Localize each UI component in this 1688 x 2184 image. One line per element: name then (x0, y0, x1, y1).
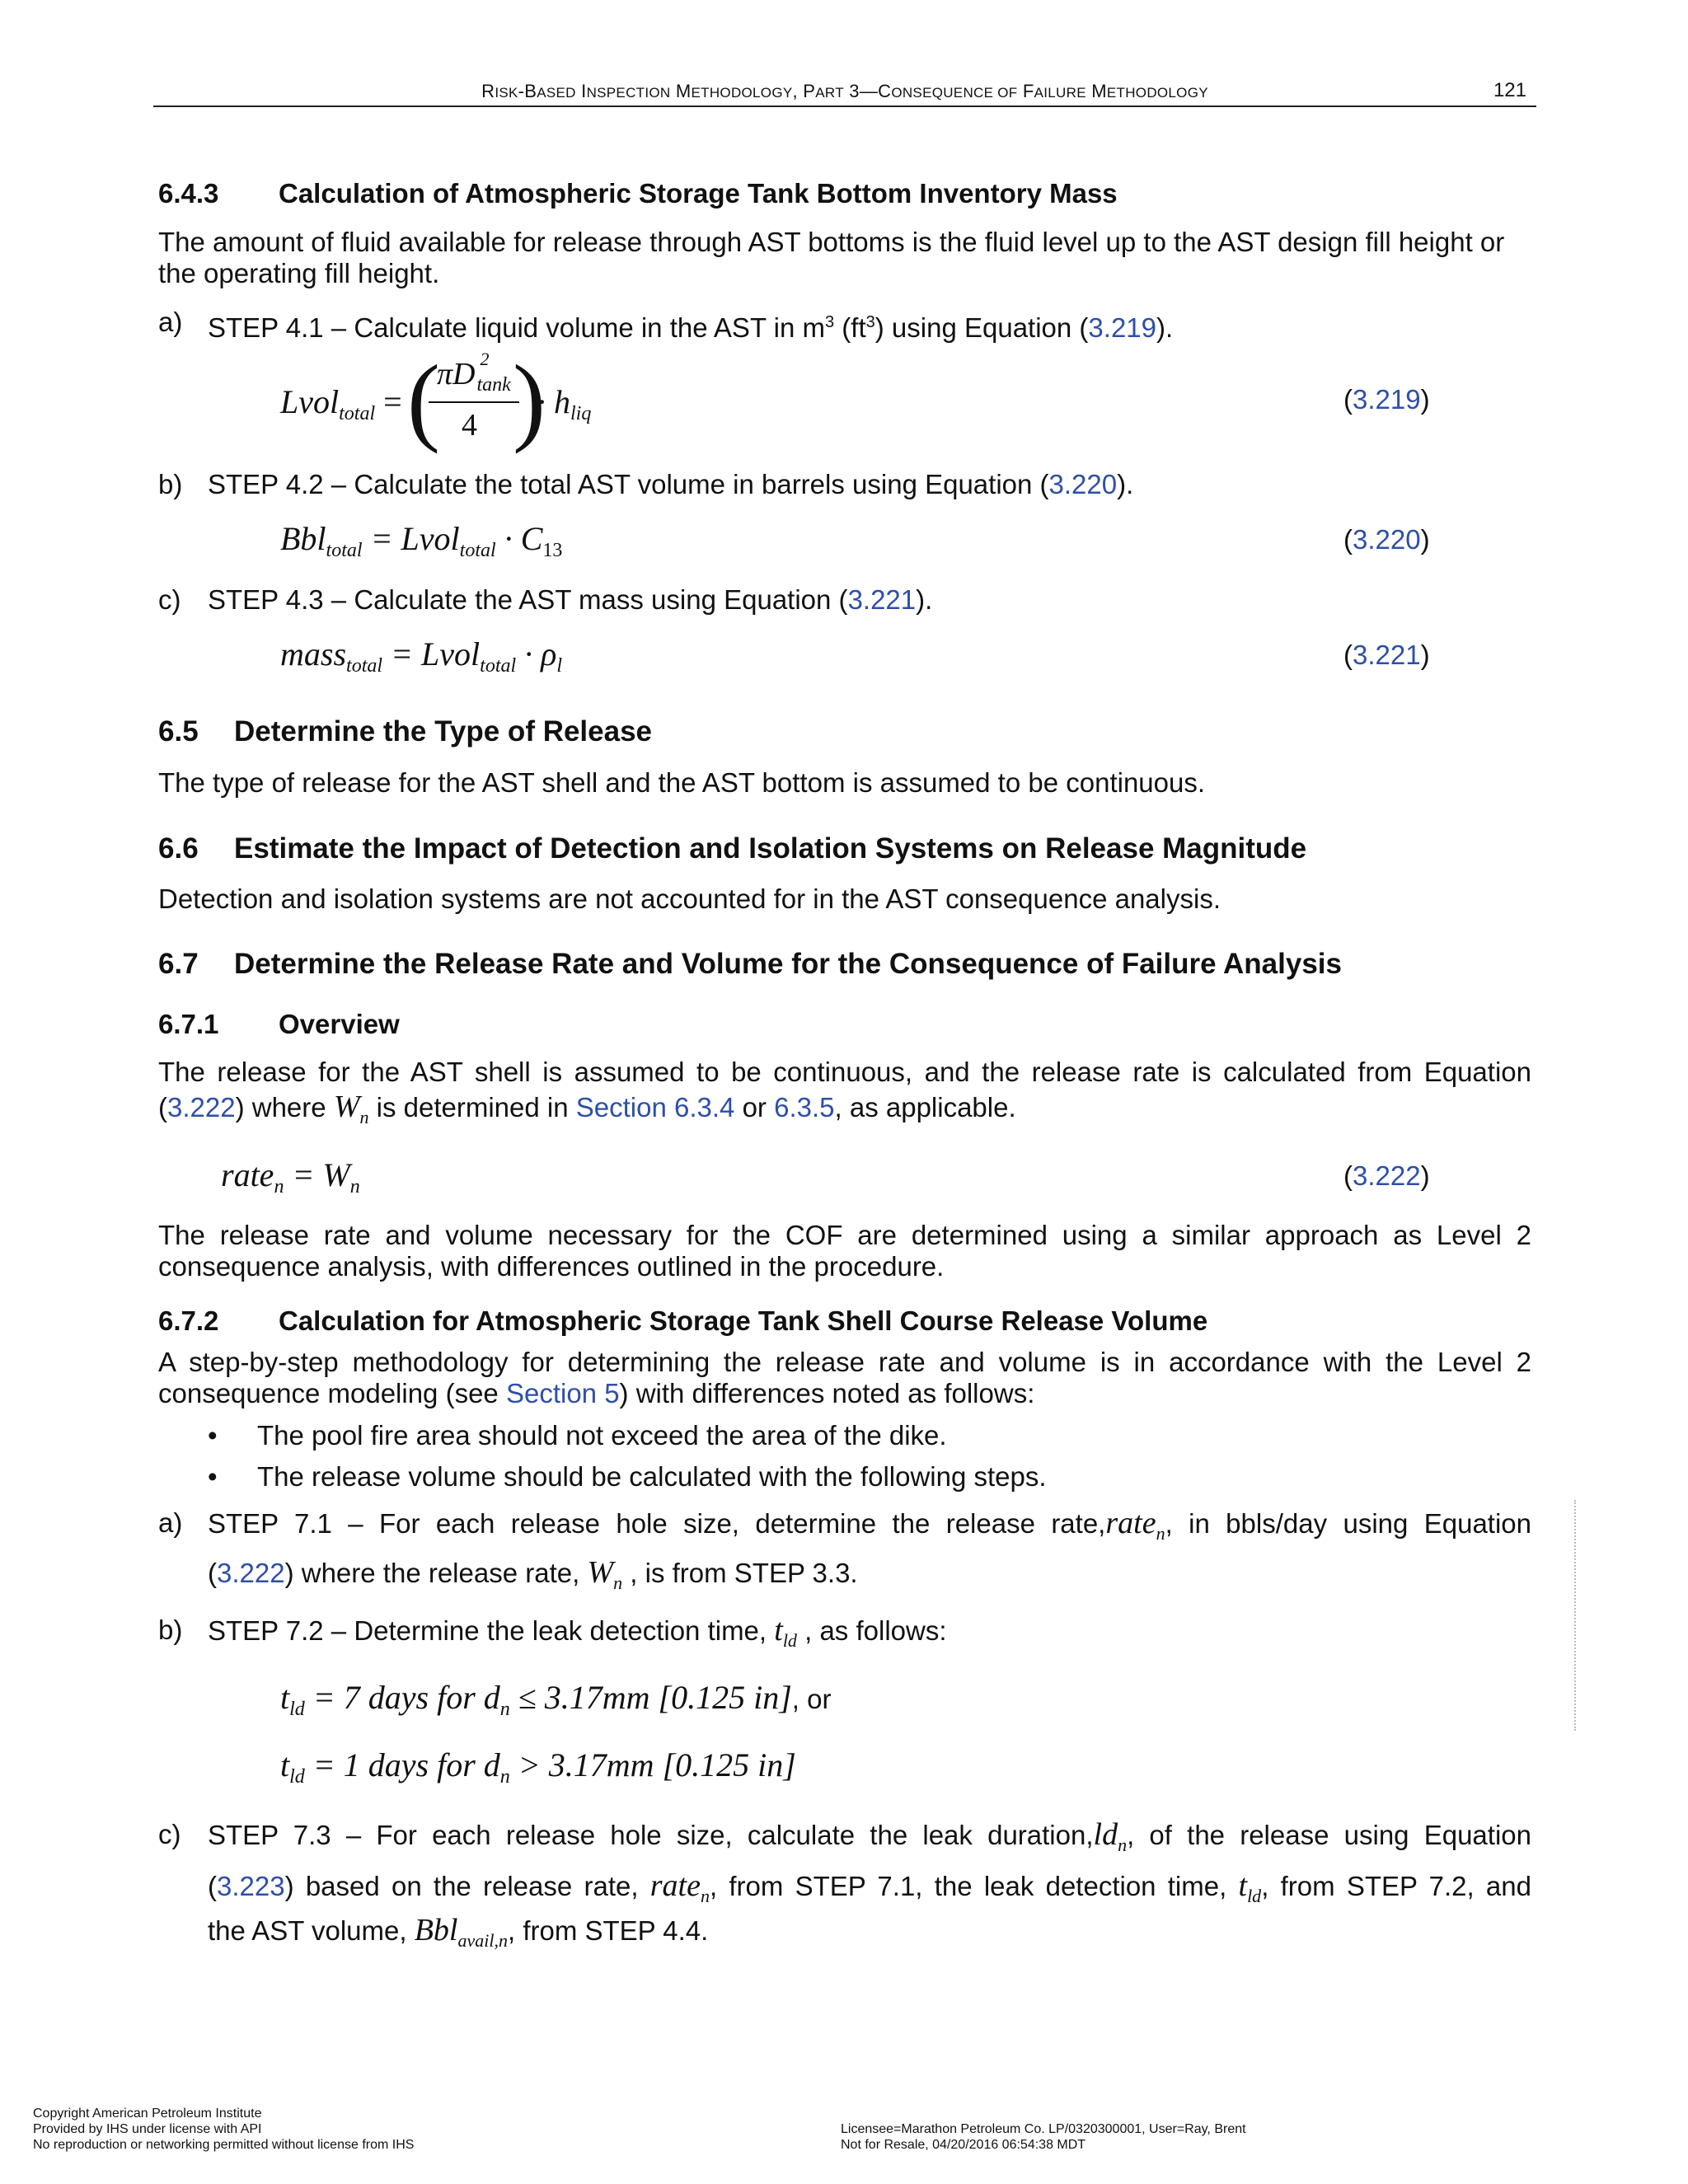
equation-number-3-219: (3.219) (1343, 384, 1430, 415)
heading-6-6: 6.6 Estimate the Impact of Detection and Isolation Systems on Release Magnitude (158, 832, 1307, 865)
equation-number-3-221: (3.221) (1343, 640, 1430, 670)
step-7-1: a) STEP 7.1 – For each release hole size, determine the release rate,rate$_n$, in bbls/day using Equation (3.222) where the release rate, $W_n$ , is from STEP 3.3. (158, 1506, 1532, 1593)
step-7-3: c) STEP 7.3 – For each release hole size, calculate the leak $duration,ld_n$, of the release using Equation (3.223) based on the release rate, rate$_n$, from STEP 7.1, the leak detection time, $t_{ld}$, from STEP 7.2, and the AST volume, Bbl$_{avail,n}$, from STEP 4.4. (158, 1817, 1531, 1951)
equation-link-3-220[interactable]: 3.220 (1048, 469, 1118, 499)
section-link-6-3-5[interactable]: 6.3.5 (774, 1092, 835, 1122)
paragraph-release-type: The type of release for the AST shell and the AST bottom is assumed to be continuous. (158, 767, 1206, 798)
paragraph-overview-line1: The release for the AST shell is assumed to be continuous, and the release rate is calculated from Equation (158, 1057, 1531, 1087)
heading-6-4-3: 6.4.3 Calculation of Atmospheric Storage Tank Bottom Inventory Mass (158, 178, 1118, 209)
running-header-title: RISK-BASED INSPECTION METHODOLOGY, PART 3—CONSEQUENCE OF FAILURE METHODOLOGY (481, 81, 1208, 101)
margin-marks (1574, 1500, 1579, 1731)
heading-6-7: 6.7 Determine the Release Rate and Volume for the Consequence of Failure Analysis (158, 948, 1342, 980)
equation-leak-detection-small: $t_{ld} = 7$ days for $d_n \le 3.17mm$ [0.125 in], or (280, 1679, 832, 1720)
footer-copyright: Copyright American Petroleum Institute Provided by IHS under license with API No reproduction or networking permitted without license from IHS (33, 2107, 415, 2152)
paragraph-methodology-intro: A step-by-step methodology for determining the release rate and volume is in accordance with the Level 2 consequence modeling (see Section 5) with differences noted as follows: (158, 1347, 1531, 1408)
equation-3-220: Bbl$_{total}$ = Lvol$_{total}$ · $C_{13}$ (280, 520, 563, 561)
section-link-5[interactable]: Section 5 (505, 1378, 620, 1408)
equation-3-222: rate$_n$ = $W_n$ (221, 1156, 360, 1197)
paragraph-ast-bottom-intro: The amount of fluid available for release through AST bottoms is the fluid level up to the AST design fill height or the operating fill height. (158, 227, 1505, 288)
paragraph-overview-line2: (3.222) where $W_n$ is determined in Section 6.3.4 or 6.3.5, as applicable. (158, 1090, 1016, 1127)
equation-link-3-221[interactable]: 3.221 (847, 584, 917, 615)
equation-3-221: mass$_{total}$ = Lvol$_{total}$ · $\rho_l$ (280, 635, 563, 677)
paragraph-release-rate-volume: The release rate and volume necessary for the COF are determined using a similar approach as Level 2 consequence analysis, with differences outlined in the procedure. (158, 1220, 1531, 1282)
running-header (153, 79, 1536, 107)
equation-number-3-220: (3.220) (1343, 524, 1430, 555)
section-link-6-3-4[interactable]: Section 6.3.4 (575, 1092, 735, 1122)
equation-link-3-222-step[interactable]: 3.222 (217, 1558, 285, 1588)
equation-number-3-222: (3.222) (1343, 1160, 1430, 1191)
heading-6-5: 6.5 Determine the Type of Release (158, 715, 653, 748)
footer-license: Licensee=Marathon Petroleum Co. LP/0320300001, User=Ray, Brent Not for Resale, 04/20/2016 06:54:38 MDT (841, 2122, 1246, 2152)
equation-leak-detection-large: $t_{ld} = 1$ days for $d_n > 3.17mm$ [0.125 in] (280, 1746, 796, 1788)
page-number: 121 (1493, 79, 1526, 101)
equation-link-3-223[interactable]: 3.223 (217, 1871, 285, 1901)
equation-link-3-219[interactable]: 3.219 (1088, 312, 1157, 343)
paragraph-detection-isolation: Detection and isolation systems are not accounted for in the AST consequence analysis. (158, 883, 1221, 914)
equation-link-3-222[interactable]: 3.222 (167, 1092, 236, 1122)
heading-6-7-1: 6.7.1 Overview (158, 1009, 400, 1039)
heading-6-7-2: 6.7.2 Calculation for Atmospheric Storage Tank Shell Course Release Volume (158, 1305, 1208, 1336)
document-page: RISK-BASED INSPECTION METHODOLOGY, PART 3—CONSEQUENCE OF FAILURE METHODOLOGY 121 6.4.3 Calculation of Atmospheric Storage Tank Bottom Inventory Mass The amount of fluid available for release through AST bottoms is the fluid level up to the AST design fill height or the operating fill height. a) STEP 4.1 – Calculate liquid volume in the AST in $m^3$ $(ft^3)$ using Equation (3.219). Lvol$_{total}$ = ( πD 2 $_{tank}$ 4 ) · $h_{liq}$ (3.219) b) STEP 4.2 – Calculate the total AST volume in barrels using Equation (3.220). Bbl$_{total}$ = Lvol$_{total}$ · $C_{13}$ (3.220) c) STEP 4.3 – Calculate the AST mass using Equation (3.221). mass$_{total}$ = Lvol$_{total}$ · $\rho_l$ (3.221) 6.5 Determine the Type of Release The type of release for the AST shell and the AST bottom is assumed to be continuous. 6.6 Estimate the Impact of Detection and Isolation Systems on Release Magnitude Detection and isolation systems are not accounted for in the AST consequence analysis. 6.7 Determine the Release Rate and Volume for the Consequence of Failure Analysis 6.7.1 Overview The release for the AST shell is assumed to be continuous, and the release rate is calculated from Equation (3.222) where $W_n$ is determined in Section 6.3.4 or 6.3.5, as applicable. rate$_n$ = $W_n$ (3.222) The release rate and volume necessary for the COF are determined using a similar approach as Level 2 consequence analysis, with differences outlined in the procedure. 6.7.2 Calculation for Atmospheric Storage Tank Shell Course Release Volume A step-by-step methodology for determining the release rate and volume is in accordance with the Level 2 consequence modeling (see Section 5) with differences noted as follows: • The pool fire area should not exceed the area of the dike. • The release volume should be calculated with the following steps. a) STEP 7.1 – For each release hole size, determine the release rate,rate$_n$, in bbls/day using Equation (3.222) where the release rate, $W_n$ , is from STEP 3.3. b) STEP 7.2 – Determine the leak detection time, $t_{ld}$ , as follows: $t_{ld} = 7$ days for $d_n \le 3.17mm$ [0.125 in], or $t_{ld} = 1$ days for $d_n > 3.17mm$ [0.125 in] c) STEP 7.3 – For each release hole size, calculate the leak $duration,ld_n$, of the release using Equation (3.223) based on the release rate, rate$_n$, from STEP 7.1, the leak detection time, $t_{ld}$, from STEP 7.2, and the AST volume, Bbl$_{avail,n}$, from STEP 4.4. Copyright American Petroleum Institute Provided by IHS under license with API No reproduction or networking permitted without license from IHS Licensee=Marathon Petroleum Co. LP/0320300001, User=Ray, Brent Not for Resale, 04/20/2016 06:54:38 MDT (0, 0, 1688, 2184)
